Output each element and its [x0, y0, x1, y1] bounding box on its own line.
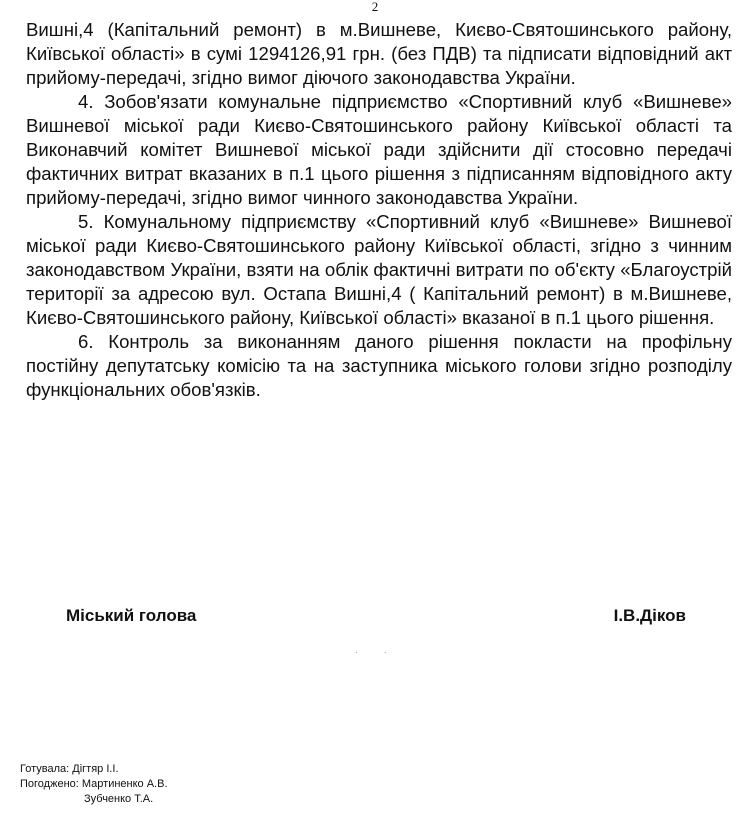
paragraph-continuation: Вишні,4 (Капітальний ремонт) в м.Вишневе, Києво-Святошинського району, Київської області» в сумі 1294126,91 грн. (без ПДВ) та підписати відповідний акт прийому-передачі, згідно вимог діючого законодавства України. — [26, 19, 732, 88]
page-number: 2 — [371, 0, 379, 14]
signature-block — [66, 606, 686, 630]
agreed-by-second: Зубченко Т.А. — [84, 793, 154, 805]
paragraph-5: 5. Комунальному підприємству «Спортивний клуб «Вишневе» Вишневої міської ради Києво-Святошинського району Київської області, згідно з чинним законодавством України, взяти на облік фактичні витрати по об'єкту «Благоустрій території за адресою вул. Остапа Вишні,4 ( Капітальний ремонт) в м.Вишневе, Києво-Святошинського району, Київської області» вказаної в п.1 цього рішення. — [26, 211, 732, 328]
footer-approvals — [20, 762, 320, 807]
agreed-by: Погоджено: Мартиненко А.В. — [20, 778, 168, 790]
document-body — [26, 18, 732, 402]
paragraph-6: 6. Контроль за виконанням даного рішення покласти на профільну постійну депутатську комісію та на заступника міського голови згідно розподілу функціональних обов'язків. — [26, 331, 732, 400]
scan-artifact: · · — [355, 648, 399, 657]
signature-name: І.В.Діков — [613, 606, 686, 625]
prepared-by: Готувала: Дігтяр І.І. — [20, 763, 119, 775]
paragraph-4: 4. Зобов'язати комунальне підприємство «Спортивний клуб «Вишневе» Вишневої міської ради Києво-Святошинського району Київської області та Виконавчий комітет Вишневої міської ради здійснити дії стосовно передачі фактичних витрат вказаних в п.1 цього рішення з підписанням відповідного акту прийому-передачі, згідно вимог чинного законодавства України. — [26, 91, 732, 208]
signature-title: Міський голова — [66, 606, 197, 625]
